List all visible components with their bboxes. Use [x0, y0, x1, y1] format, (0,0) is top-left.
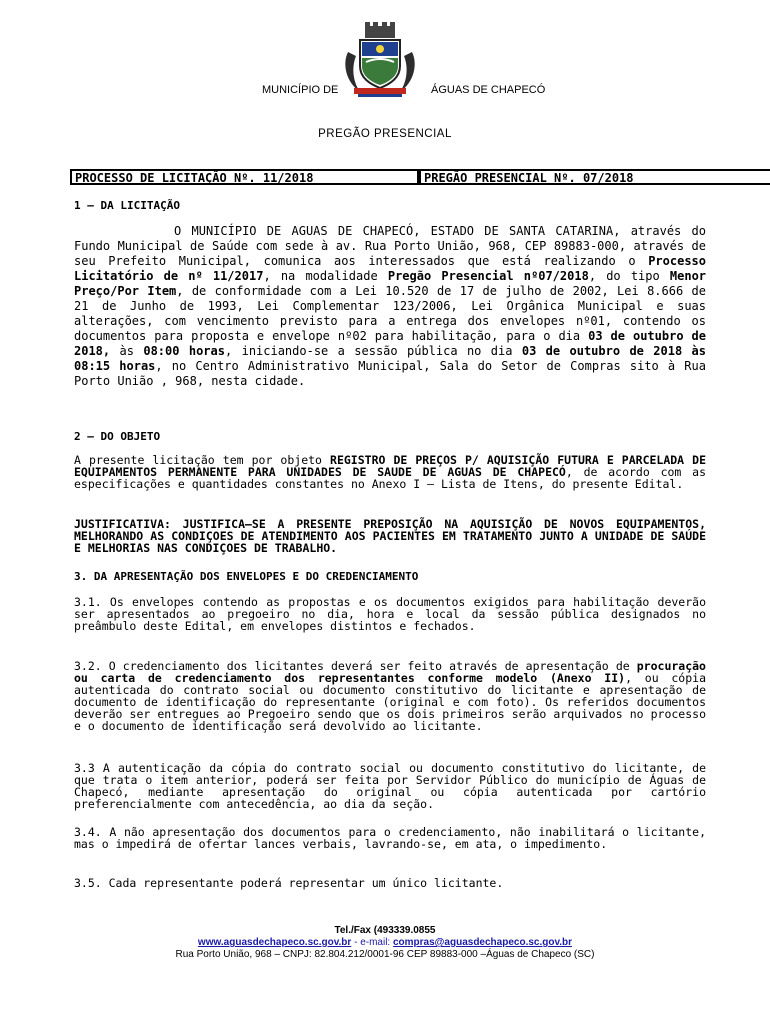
section-2-justificativa: JUSTIFICATIVA: JUSTIFICA–SE A PRESENTE PREPOSIÇÃO NA AQUISIÇÃO DE NOVOS EQUIPAMENTOS, MELHORANDO AS CONDIÇOES DE ATENDIMENTO AOS PACIENTES EM TRATAMENTO JUNTO A UNIDADE DE SAÚDE E MELHORIAS NAS CONDIÇOES DE TRABALHO.	[74, 517, 706, 555]
text-run: O MUNICÍPIO DE AGUAS DE CHAPECÓ, ESTADO DE SANTA CATARINA, através do Fundo Municipal de Saúde com sede à av. Rua Porto União, 968, CEP 89883-000, através de seu Prefeito Municipal, comunica aos interessados que está realizando o	[74, 224, 706, 268]
footer-address: Rua Porto União, 968 – CNPJ: 82.804.212/0001-96 CEP 89883-000 –Águas de Chapeco (SC)	[175, 949, 595, 960]
text-run: , de conformidade com a Lei 10.520 de 17 de julho de 2002, Lei 8.666 de 21 de Junho de 1993, Lei Complementar 123/2006, Lei Orgânica Municipal e suas alterações, com vencimento previsto para a entrega dos envelopes nº01, contendo os documentos para proposta e envelope nº02 para habilitação, para o dia	[74, 284, 706, 343]
text-run: , do tipo	[588, 269, 670, 283]
bold-text-run: Processo Licitatório de nº 11/2017	[74, 254, 706, 283]
section-3-1-paragraph: 3.1. Os envelopes contendo as propostas e os documentos exigidos para habilitação deverão ser apresentados ao pregoeiro no dia, hora e local da sessão pública designados no preâmbulo deste Edital, em envelopes distintos e fechados.	[74, 595, 706, 633]
section-3-title: 3. DA APRESENTAÇÃO DOS ENVELOPES E DO CREDENCIAMENTO	[74, 570, 419, 583]
section-1-title: 1 – DA LICITAÇÃO	[74, 199, 180, 212]
section-2-title: 2 – DO OBJETO	[74, 430, 161, 443]
header-municipio-label: MUNICÍPIO DE	[262, 84, 339, 96]
bold-text-run: 03 de outubro de 2018,	[74, 329, 706, 358]
municipal-coat-of-arms-logo	[340, 18, 420, 100]
section-1-paragraph	[74, 224, 706, 389]
text-run: , na modalidade	[263, 269, 388, 283]
bold-text-run: Menor Preço/Por Item	[74, 269, 707, 298]
footer-email-link[interactable]: compras@aguasdechapeco.sc.gov.br	[392, 937, 573, 948]
processo-licitacao-box: PROCESSO DE LICITAÇÃO Nº. 11/2018	[70, 169, 419, 185]
text-run: , de acordo com as especificações e quantidades constantes no Anexo I – Lista de Itens, do presente Edital.	[74, 465, 706, 491]
text-run: , ou cópia autenticada do contrato social ou documento constitutivo do licitante e apresentação de documento de identificação do representante (original e com foto). Os referidos documentos deverão ser entregues ao Pregoeiro sendo que os dois primeiros serão arquivados no processo e o documento de identificação será devolvido ao licitante.	[74, 671, 706, 733]
header-municipio-name: ÁGUAS DE CHAPECÓ	[431, 84, 546, 96]
footer-phone: Tel./Fax (493339.0855	[334, 925, 436, 936]
pregao-presencial-box: PREGÃO PRESENCIAL Nº. 07/2018	[419, 169, 770, 185]
text-run: , no Centro Administrativo Municipal, Sala do Setor de Compras sito à Rua Porto União , 968, nesta cidade.	[74, 359, 706, 388]
document-subtitle: PREGÃO PRESENCIAL	[318, 128, 452, 140]
text-run: às	[110, 344, 144, 358]
section-3-3-paragraph: 3.3 A autenticação da cópia do contrato social ou documento constitutivo do licitante, de que trata o item anterior, poderá ser feita por Servidor Público do município de Águas de Chapecó, mediante apresentação do original ou cópia autenticada por cartório preferencialmente com antecedência, ao dia da seção.	[74, 761, 706, 811]
page-footer	[0, 925, 770, 961]
section-3-5-paragraph: 3.5. Cada representante poderá representar um único licitante.	[74, 876, 504, 890]
section-2-paragraph	[74, 454, 706, 490]
footer-email-label: - e-mail:	[351, 937, 393, 948]
bold-text-run: 03 de outubro de 2018 às 08:15 horas	[74, 344, 707, 373]
section-3-4-paragraph: 3.4. A não apresentação dos documentos para o credenciamento, não inabilitará o licitante, mas o impedirá de ofertar lances verbais, lavrando-se, em ata, o impedimento.	[74, 825, 706, 851]
bold-text-run: Pregão Presencial nº07/2018	[387, 269, 589, 283]
bold-text-run: procuração ou carta de credenciamento dos representantes conforme modelo (Anexo II)	[74, 659, 706, 685]
text-run: A presente licitação tem por objeto	[74, 453, 331, 467]
section-3-2-paragraph	[74, 660, 706, 732]
text-run: , iniciando-se a sessão pública no dia	[224, 344, 522, 358]
bold-text-run: REGISTRO DE PREÇOS P/ AQUISIÇÃO FUTURA E PARCELADA DE EQUIPAMENTOS PERMANENTE PARA UNIDADES DE SAUDE DE AGUAS DE CHAPECÓ	[74, 453, 707, 479]
footer-website-link[interactable]: www.aguasdechapeco.sc.gov.br	[197, 937, 352, 948]
bold-text-run: 08:00 horas	[143, 344, 225, 358]
footer-links-line	[0, 937, 770, 949]
text-run: 3.2. O credenciamento dos licitantes deverá ser feito através de apresentação de	[74, 659, 637, 673]
